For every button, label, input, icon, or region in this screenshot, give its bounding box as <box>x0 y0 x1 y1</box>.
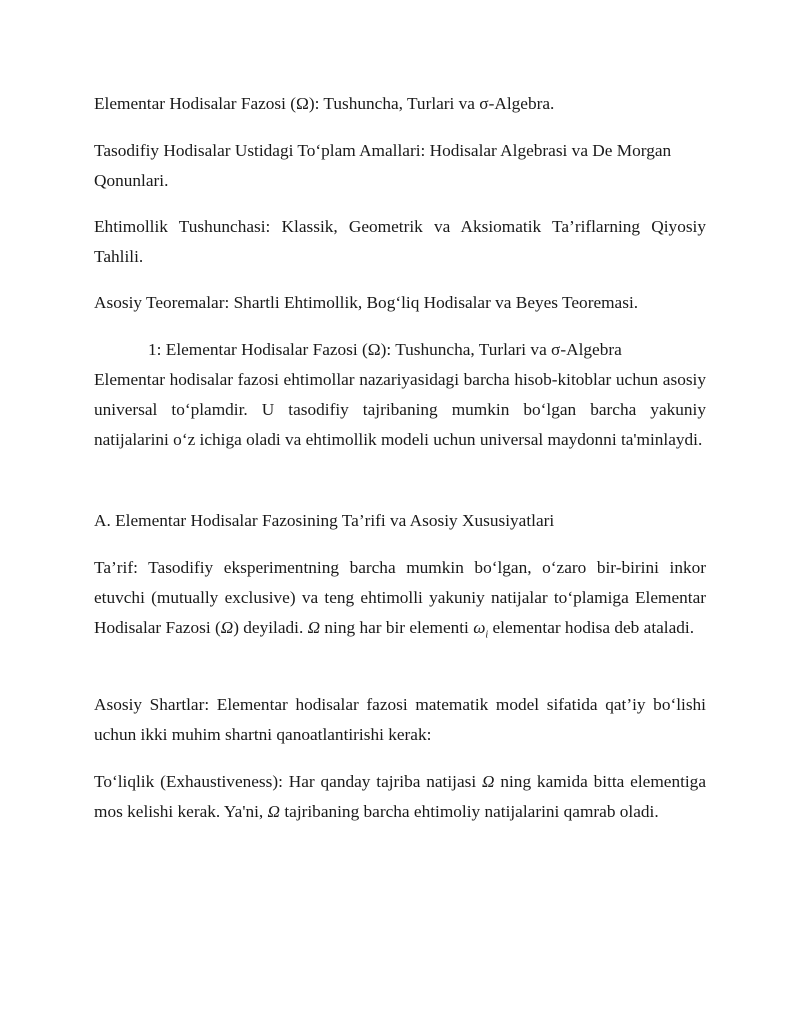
completeness-text-1: To‘liqlik (Exhaustiveness): Har qanday tajriba natijasi <box>94 772 483 791</box>
section-heading: 1: Elementar Hodisalar Fazosi (Ω): Tushuncha, Turlari va σ-Algebra <box>148 340 622 359</box>
definition-text-2: ) deyiladi. <box>233 618 308 637</box>
definition-text-3: ning har bir elementi <box>320 618 474 637</box>
omega-symbol: Ω <box>482 772 495 791</box>
intro-paragraph: Elementar hodisalar fazosi ehtimollar nazariyasidagi barcha hisob-kitoblar uchun asosiy universal to‘plamdir. U tasodifiy tajribaning mumkin bo‘lgan barcha yakuniy natijalarini o‘z ichiga oladi va ehtimollik modeli uchun universal maydonni ta'minlaydi. <box>94 370 706 449</box>
toc-item-4: Asosiy Teoremalar: Shartli Ehtimollik, Bog‘liq Hodisalar va Beyes Teoremasi. <box>94 293 639 312</box>
definition-paragraph <box>94 553 706 643</box>
completeness-text-2: ning kamida bitta elementiga mos kelishi kerak. Ya'ni, <box>94 772 706 821</box>
completeness-paragraph <box>94 767 706 827</box>
completeness-text-3: tajribaning barcha ehtimoliy natijalarini qamrab oladi. <box>280 802 659 821</box>
omega-symbol: Ω <box>267 802 281 821</box>
toc-item-3: Ehtimollik Tushunchasi: Klassik, Geometrik va Aksiomatik Ta’riflarning Qiyosiy Tahlili. <box>94 217 706 266</box>
omega-symbol: Ω <box>220 618 234 637</box>
conditions-paragraph: Asosiy Shartlar: Elementar hodisalar fazosi matematik model sifatida qat’iy bo‘lishi uchun ikki muhim shartni qanoatlantirishi kerak: <box>94 695 706 744</box>
subsection-heading: A. Elementar Hodisalar Fazosining Ta’rifi va Asosiy Xususiyatlari <box>94 511 555 530</box>
definition-text-4: elementar hodisa deb ataladi. <box>488 618 695 637</box>
toc-item-1: Elementar Hodisalar Fazosi (Ω): Tushuncha, Turlari va σ-Algebra. <box>94 94 555 113</box>
definition-text-1: Ta’rif: Tasodifiy eksperimentning barcha mumkin bo‘lgan, o‘zaro bir-birini inkor etuvchi (mutually exclusive) va teng ehtimolli yakuniy natijalar to‘plamiga Elementar Hodisalar Fazosi ( <box>94 558 706 637</box>
omega-symbol: Ω <box>307 618 321 637</box>
elementary-event-symbol: $\omega_i$ <box>473 618 489 641</box>
toc-item-2: Tasodifiy Hodisalar Ustidagi To‘plam Amallari: Hodisalar Algebrasi va De Morgan Qonunlari. <box>94 141 672 190</box>
